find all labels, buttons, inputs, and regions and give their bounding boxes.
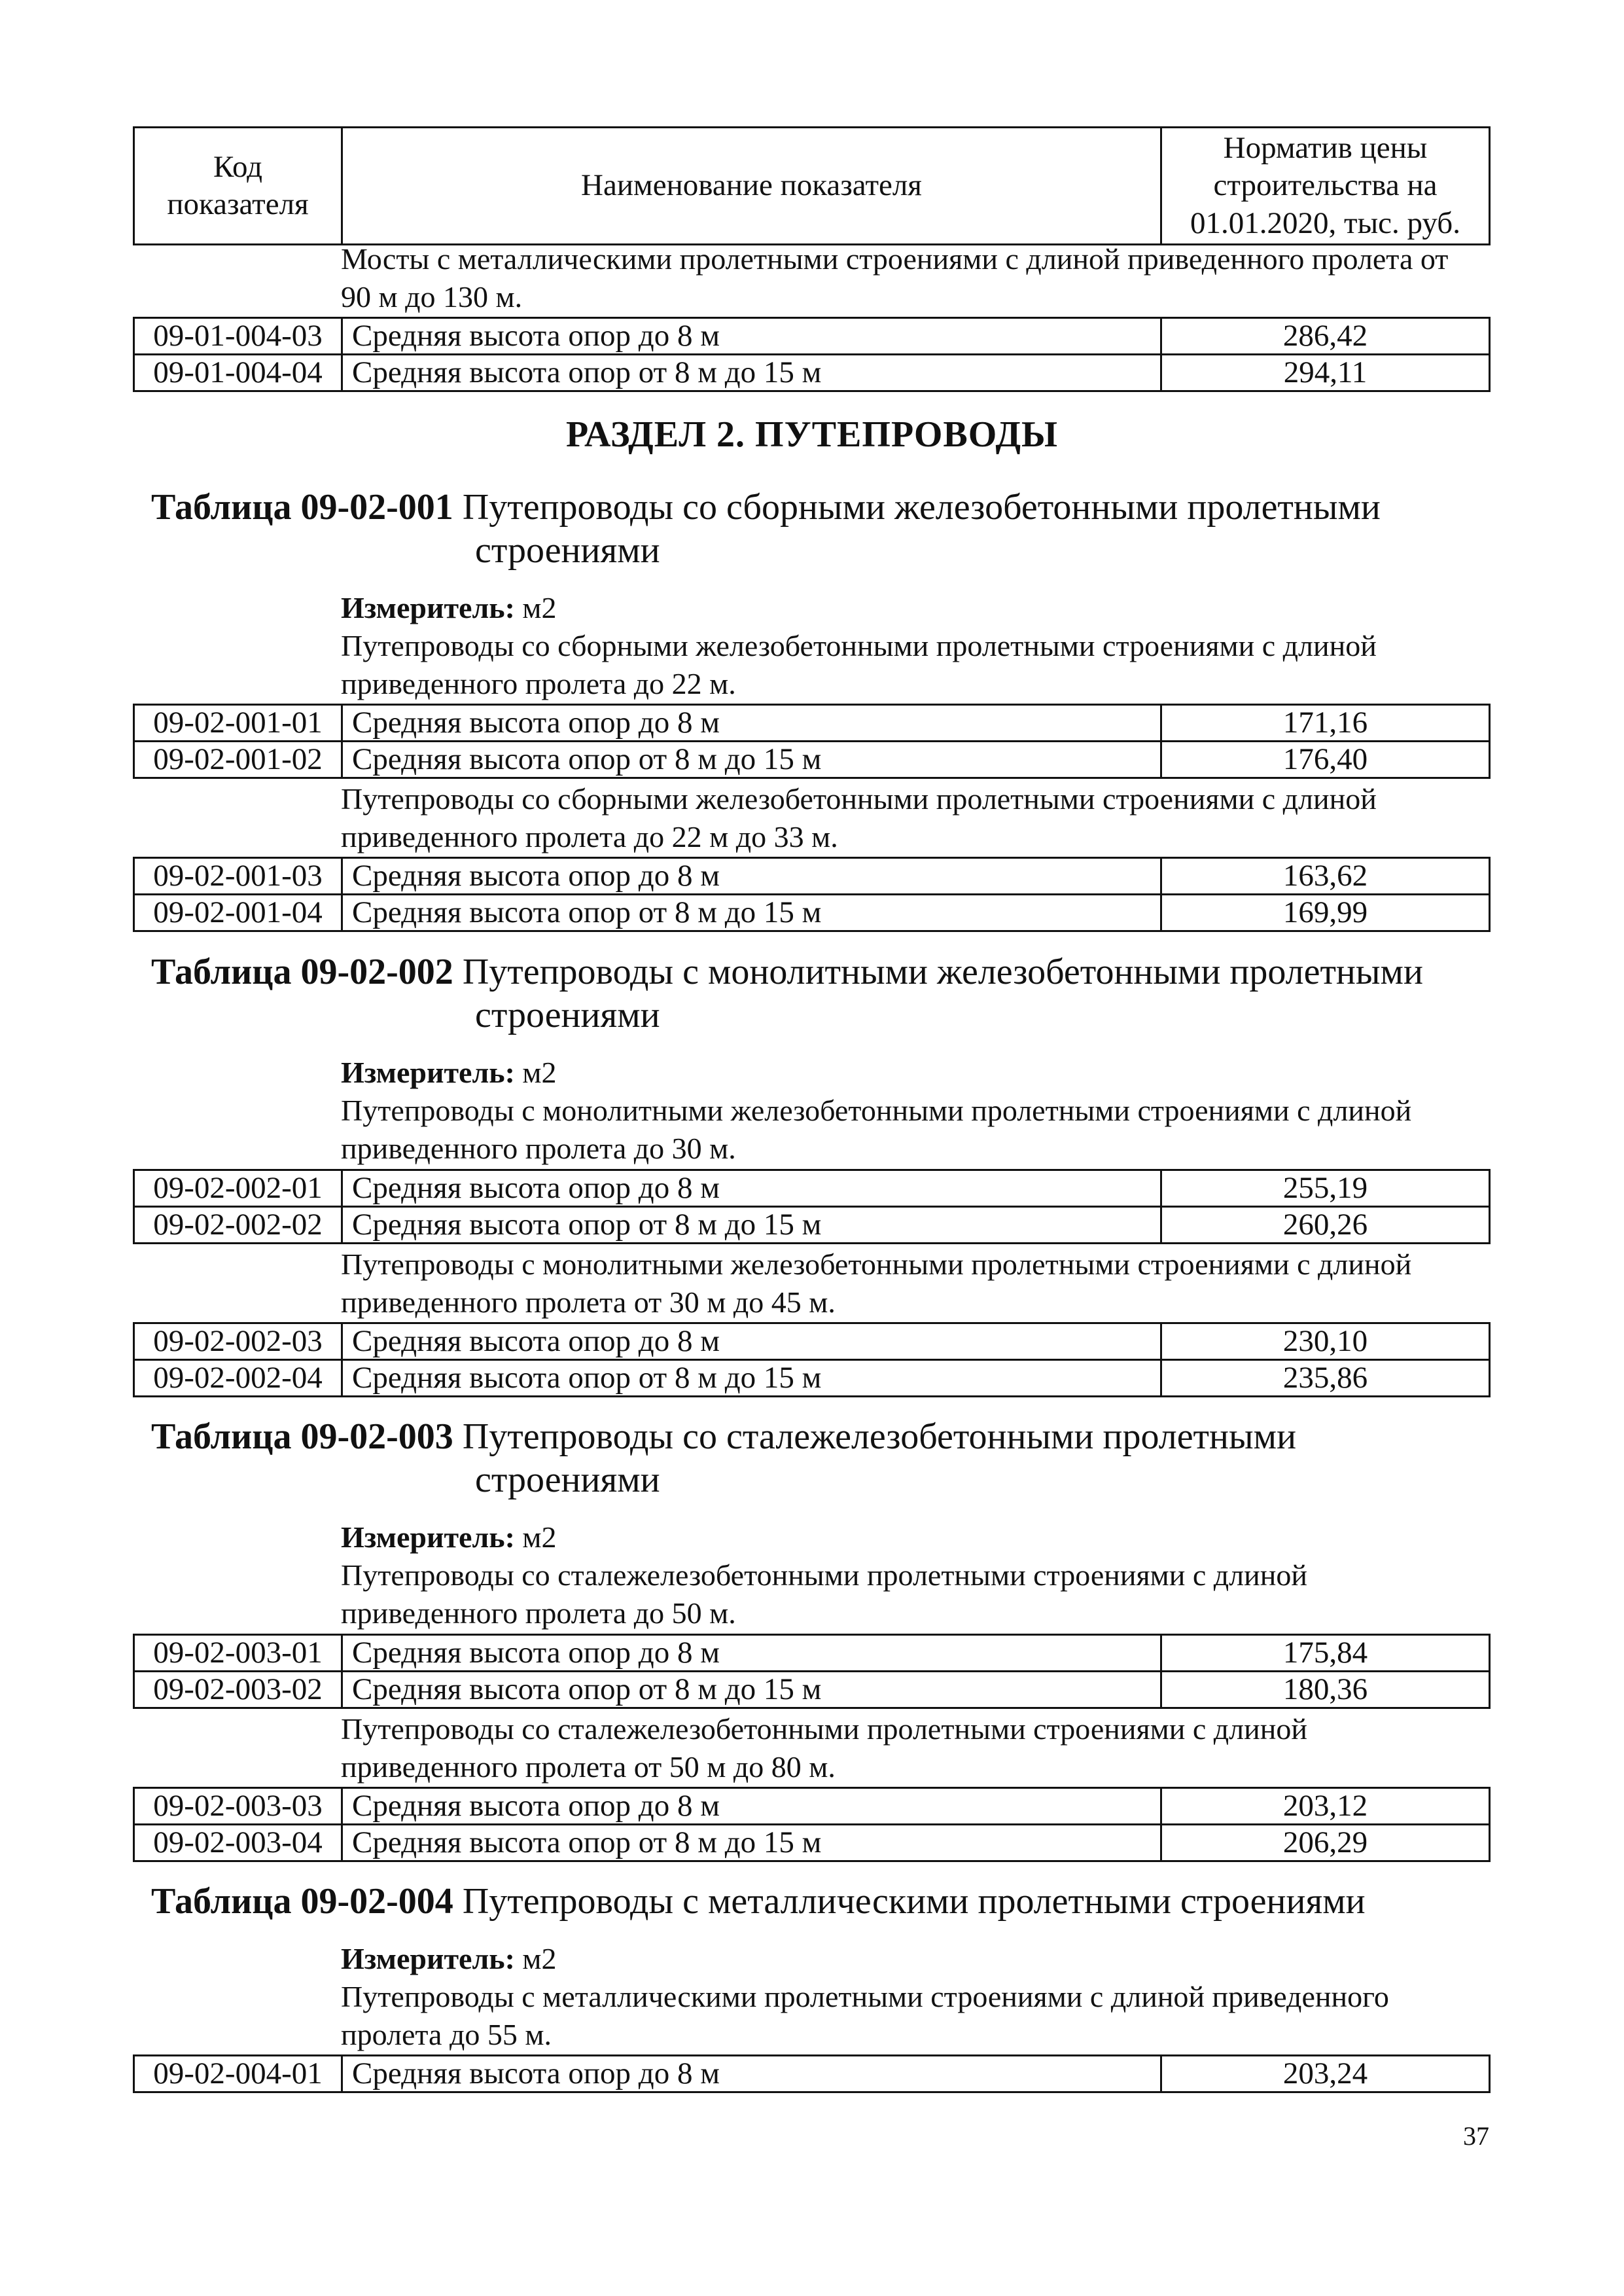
row-name: Средняя высота опор до 8 м — [342, 1170, 1161, 1207]
table-row — [134, 742, 1490, 778]
measure-unit — [341, 1518, 557, 1556]
data-table — [133, 704, 1491, 779]
table-title-text-cont: строениями — [475, 995, 660, 1035]
data-table — [133, 317, 1491, 392]
row-value: 169,99 — [1161, 895, 1490, 931]
row-code: 09-02-001-04 — [134, 895, 342, 931]
row-name: Средняя высота опор от 8 м до 15 м — [342, 355, 1161, 391]
row-name: Средняя высота опор до 8 м — [342, 318, 1161, 355]
row-code: 09-02-002-02 — [134, 1207, 342, 1244]
row-name: Средняя высота опор от 8 м до 15 м — [342, 1825, 1161, 1861]
table-row — [134, 1672, 1490, 1708]
table-row — [134, 895, 1490, 931]
row-value: 203,24 — [1161, 2056, 1490, 2092]
data-table — [133, 1169, 1491, 1244]
table-title-text: Путепроводы со сборными железобетонными пролетными — [462, 487, 1381, 528]
row-value: 176,40 — [1161, 742, 1490, 778]
header-price: Норматив цены строительства на 01.01.2020, тыс. руб. — [1161, 128, 1490, 245]
table-row — [134, 355, 1490, 391]
table-title — [151, 486, 1492, 572]
row-code: 09-02-003-03 — [134, 1788, 342, 1825]
table-row — [134, 1323, 1490, 1360]
table-title — [151, 1415, 1492, 1501]
data-table — [133, 1787, 1491, 1862]
table-title — [151, 950, 1492, 1037]
table-row — [134, 1635, 1490, 1672]
row-code: 09-02-001-02 — [134, 742, 342, 778]
group-note: Путепроводы с монолитными железобетонными пролетными строениями с длиной приведенного пролета от 30 м до 45 м. — [341, 1247, 1412, 1319]
measure-unit — [341, 1054, 557, 1092]
table-number: Таблица 09-02-001 — [151, 487, 453, 528]
table-title-text: Путепроводы с монолитными железобетонными пролетными — [462, 952, 1423, 992]
measure-value: м2 — [522, 1056, 557, 1089]
group-note: Мосты с металлическими пролетными строениями с длиной приведенного пролета от 90 м до 130 м. — [341, 242, 1449, 314]
table-title — [151, 1880, 1492, 1923]
measure-unit — [341, 589, 557, 627]
row-name: Средняя высота опор до 8 м — [342, 2056, 1161, 2092]
table-number: Таблица 09-02-002 — [151, 952, 453, 992]
row-code: 09-01-004-04 — [134, 355, 342, 391]
section-title: РАЗДЕЛ 2. ПУТЕПРОВОДЫ — [565, 414, 1059, 455]
measure-value: м2 — [522, 591, 557, 624]
row-value: 294,11 — [1161, 355, 1490, 391]
group-note: Путепроводы со сборными железобетонными пролетными строениями с длиной приведенного пролета до 22 м до 33 м. — [341, 782, 1377, 853]
table-title-text-cont: строениями — [475, 1460, 660, 1500]
row-code: 09-02-003-04 — [134, 1825, 342, 1861]
row-value: 175,84 — [1161, 1635, 1490, 1672]
data-table — [133, 2054, 1491, 2093]
group-note: Путепроводы с металлическими пролетными строениями с длиной приведенного пролета до 55 м. — [341, 1980, 1389, 2051]
row-value: 206,29 — [1161, 1825, 1490, 1861]
row-code: 09-02-003-02 — [134, 1672, 342, 1708]
row-code: 09-02-003-01 — [134, 1635, 342, 1672]
header-code: Код показателя — [134, 128, 342, 245]
row-name: Средняя высота опор до 8 м — [342, 1635, 1161, 1672]
row-code: 09-02-004-01 — [134, 2056, 342, 2092]
row-code: 09-02-001-03 — [134, 858, 342, 895]
table-title-text: Путепроводы с металлическими пролетными строениями — [462, 1881, 1366, 1922]
table-title-text: Путепроводы со сталежелезобетонными пролетными — [462, 1416, 1297, 1457]
header-row — [134, 128, 1490, 245]
row-value: 203,12 — [1161, 1788, 1490, 1825]
row-name: Средняя высота опор до 8 м — [342, 1323, 1161, 1360]
measure-label: Измеритель: — [341, 591, 515, 624]
group-note: Путепроводы со сборными железобетонными пролетными строениями с длиной приведенного пролета до 22 м. — [341, 629, 1377, 700]
measure-value: м2 — [522, 1520, 557, 1554]
row-code: 09-02-002-03 — [134, 1323, 342, 1360]
group-note: Путепроводы с монолитными железобетонными пролетными строениями с длиной приведенного пролета до 30 м. — [341, 1094, 1412, 1165]
table-number: Таблица 09-02-004 — [151, 1881, 453, 1922]
row-name: Средняя высота опор от 8 м до 15 м — [342, 742, 1161, 778]
row-code: 09-01-004-03 — [134, 318, 342, 355]
row-value: 163,62 — [1161, 858, 1490, 895]
data-table — [133, 1634, 1491, 1709]
row-name: Средняя высота опор до 8 м — [342, 1788, 1161, 1825]
row-name: Средняя высота опор от 8 м до 15 м — [342, 1672, 1161, 1708]
header-name: Наименование показателя — [342, 128, 1161, 245]
group-note: Путепроводы со сталежелезобетонными пролетными строениями с длиной приведенного пролета до 50 м. — [341, 1558, 1307, 1630]
row-value: 171,16 — [1161, 705, 1490, 742]
data-table — [133, 857, 1491, 932]
table-row — [134, 318, 1490, 355]
measure-label: Измеритель: — [341, 1520, 515, 1554]
row-name: Средняя высота опор от 8 м до 15 м — [342, 1207, 1161, 1244]
row-name: Средняя высота опор до 8 м — [342, 705, 1161, 742]
row-name: Средняя высота опор от 8 м до 15 м — [342, 1360, 1161, 1397]
measure-unit — [341, 1940, 557, 1978]
row-value: 235,86 — [1161, 1360, 1490, 1397]
data-table — [133, 1322, 1491, 1397]
table-row — [134, 1170, 1490, 1207]
measure-label: Измеритель: — [341, 1056, 515, 1089]
table-row — [134, 705, 1490, 742]
row-name: Средняя высота опор до 8 м — [342, 858, 1161, 895]
table-row — [134, 2056, 1490, 2092]
row-value: 255,19 — [1161, 1170, 1490, 1207]
table-number: Таблица 09-02-003 — [151, 1416, 453, 1457]
header-table — [133, 126, 1491, 245]
row-value: 286,42 — [1161, 318, 1490, 355]
row-name: Средняя высота опор от 8 м до 15 м — [342, 895, 1161, 931]
row-value: 180,36 — [1161, 1672, 1490, 1708]
table-row — [134, 1825, 1490, 1861]
row-code: 09-02-001-01 — [134, 705, 342, 742]
table-title-text-cont: строениями — [475, 530, 660, 571]
table-row — [134, 1207, 1490, 1244]
row-value: 260,26 — [1161, 1207, 1490, 1244]
group-note: Путепроводы со сталежелезобетонными пролетными строениями с длиной приведенного пролета от 50 м до 80 м. — [341, 1712, 1307, 1784]
table-row — [134, 1788, 1490, 1825]
measure-label: Измеритель: — [341, 1942, 515, 1975]
row-code: 09-02-002-01 — [134, 1170, 342, 1207]
table-row — [134, 1360, 1490, 1397]
table-row — [134, 858, 1490, 895]
row-code: 09-02-002-04 — [134, 1360, 342, 1397]
row-value: 230,10 — [1161, 1323, 1490, 1360]
page-number: 37 — [1463, 2121, 1489, 2151]
measure-value: м2 — [522, 1942, 557, 1975]
